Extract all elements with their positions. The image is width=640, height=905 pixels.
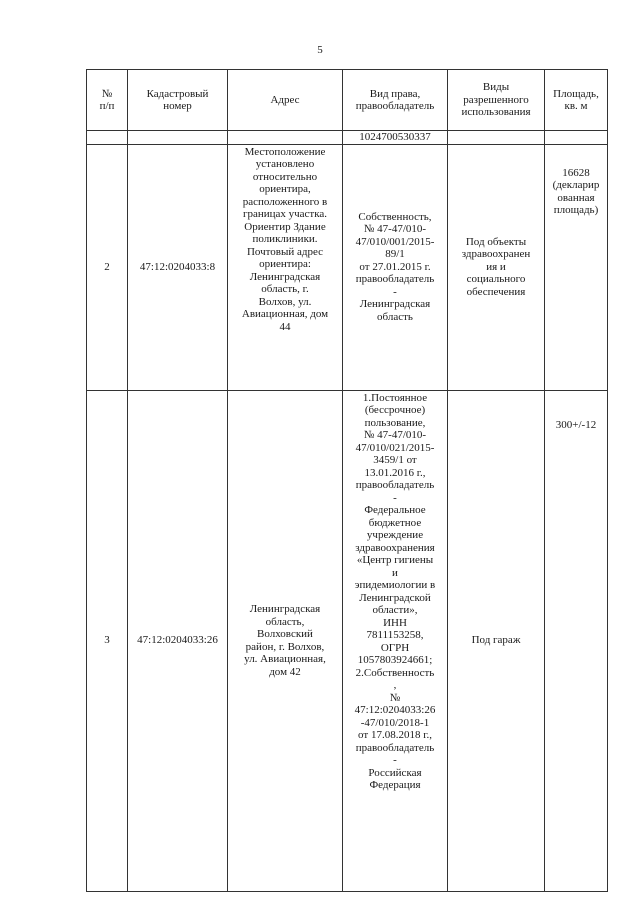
cell-cadastral: 47:12:0204033:8 <box>128 144 228 390</box>
header-area: Площадь, кв. м <box>545 70 608 131</box>
cell-right: 1.Постоянное (бессрочное) пользование, № 47-47/010- 47/010/021/2015- 3459/1 от 13.01.2016 г., правообладатель - Федеральное бюджетное учреждение здравоохранения «Центр гигиены и эпидемиологии в Ленинградской области», ИНН 7811153258, ОГРН 1057803924661; 2.Собственность , № 47:12:0204033:26 -47/010/2018-1 от 17.08.2018 г., правообладатель - Российская Федерация <box>343 390 448 891</box>
header-permitted-use: Виды разрешенного использования <box>448 70 545 131</box>
header-right-holder: Вид права, правообладатель <box>343 70 448 131</box>
cell-area: 300+/-12 <box>545 390 608 891</box>
cell-number: 2 <box>87 144 128 390</box>
land-plots-table <box>86 69 608 892</box>
header-cadastral-number: Кадастровый номер <box>128 70 228 131</box>
cell-number <box>87 131 128 145</box>
table-row <box>87 144 608 390</box>
table-header-row <box>87 70 608 131</box>
cell-cadastral: 47:12:0204033:26 <box>128 390 228 891</box>
cell-address <box>228 131 343 145</box>
header-number: № п/п <box>87 70 128 131</box>
header-address: Адрес <box>228 70 343 131</box>
cell-cadastral <box>128 131 228 145</box>
cell-right: Собственность, № 47-47/010- 47/010/001/2015- 89/1 от 27.01.2015 г. правообладатель - Ленинградская область <box>343 144 448 390</box>
cell-right: 1024700530337 <box>343 131 448 145</box>
cell-usage: Под гараж <box>448 390 545 891</box>
table-row <box>87 131 608 145</box>
cell-address: Местоположение установлено относительно ориентира, расположенного в границах участка. Ориентир Здание поликлиники. Почтовый адрес ориентира: Ленинградская область, г. Волхов, ул. Авиационная, дом 44 <box>228 144 343 390</box>
cell-address: Ленинградская область, Волховский район, г. Волхов, ул. Авиационная, дом 42 <box>228 390 343 891</box>
cell-number: 3 <box>87 390 128 891</box>
table-row <box>87 390 608 891</box>
cell-area <box>545 131 608 145</box>
page-number: 5 <box>317 44 323 56</box>
cell-usage <box>448 131 545 145</box>
cell-area: 16628 (декларир ованная площадь) <box>545 144 608 390</box>
cell-usage: Под объекты здравоохранен ия и социального обеспечения <box>448 144 545 390</box>
